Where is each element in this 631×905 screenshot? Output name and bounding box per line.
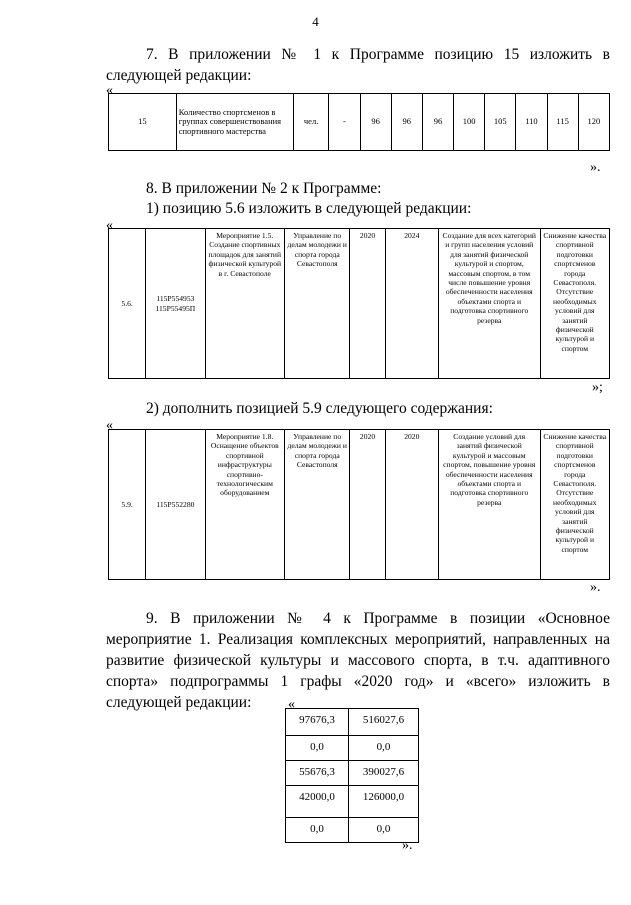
table-position-15 xyxy=(108,93,610,151)
table-row xyxy=(286,818,419,843)
cell-total: 126000,0 xyxy=(348,786,418,818)
table-row xyxy=(109,430,610,580)
cell-value: 100 xyxy=(454,94,485,151)
cell-2020: 0,0 xyxy=(286,818,349,843)
cell-start-year: 2020 xyxy=(350,430,385,580)
cell-code: 115Р552280 xyxy=(146,430,205,580)
cell-2020: 97676,3 xyxy=(286,709,349,736)
cell-2020: 0,0 xyxy=(286,736,349,761)
cell-value: 105 xyxy=(485,94,516,151)
table-row xyxy=(286,736,419,761)
item-8-2-text: 2) дополнить позицией 5.9 следующего содержания: xyxy=(146,400,493,417)
quote-close-1: ». xyxy=(590,160,601,175)
cell-number: 5.9. xyxy=(109,430,146,580)
cell-2020: 55676,3 xyxy=(286,761,349,786)
table-row xyxy=(286,709,419,736)
cell-event: Мероприятие 1.5. Создание спортивных площадок для занятий физической культурой в г. Севастополе xyxy=(205,229,284,379)
cell-indicator: Количество спортсменов в группах совершенствования спортивного мастерства xyxy=(176,94,293,151)
cell-value: 120 xyxy=(578,94,609,151)
cell-number: 15 xyxy=(109,94,177,151)
cell-goal: Создание условий для занятий физической культурой и массовым спортом, повышение уровня обеспеченности населения объектами спорта и подготовка спортивного резерва xyxy=(438,430,540,580)
quote-open-2: « xyxy=(106,218,113,233)
cell-value: - xyxy=(329,94,360,151)
cell-total: 0,0 xyxy=(348,818,418,843)
quote-open-1: « xyxy=(106,83,113,98)
cell-risk: Снижение качества спортивной подготовки спортсменов города Севастополя. Отсутствие необходимых условий для занятий физической культурой и спортом xyxy=(540,430,609,580)
cell-total: 0,0 xyxy=(348,736,418,761)
cell-value: 110 xyxy=(516,94,547,151)
cell-value: 96 xyxy=(391,94,422,151)
cell-end-year: 2024 xyxy=(385,229,438,379)
item-8-1-text: 1) позицию 5.6 изложить в следующей редакции: xyxy=(146,200,472,217)
cell-organization: Управление по делам молодежи и спорта города Севастополя xyxy=(285,430,350,580)
quote-open-3: « xyxy=(106,418,113,433)
cell-total: 390027,6 xyxy=(348,761,418,786)
cell-2020: 42000,0 xyxy=(286,786,349,818)
table-row xyxy=(286,761,419,786)
table-row xyxy=(286,786,419,818)
item-8-heading: 8. В приложении № 2 к Программе: xyxy=(146,180,382,197)
table-position-5-6 xyxy=(108,228,610,379)
cell-total: 516027,6 xyxy=(348,709,418,736)
item-9-paragraph: 9. В приложении № 4 к Программе в позиции «Основное мероприятие 1. Реализация комплексных мероприятий, направленных на развитие физической культуры и массового спорта, в т.ч. адаптивного спорта» подпрограммы 1 графы «2020 год» и «всего» изложить в следующей редакции: xyxy=(106,610,610,711)
item-7-paragraph: 7. В приложении № 1 к Программе позицию 15 изложить в следующей редакции: xyxy=(106,46,610,84)
cell-start-year: 2020 xyxy=(350,229,385,379)
cell-end-year: 2020 xyxy=(385,430,438,580)
table-funding xyxy=(285,708,419,843)
cell-value: 115 xyxy=(547,94,578,151)
quote-close-3: ». xyxy=(590,580,601,595)
page-number: 4 xyxy=(312,14,319,29)
cell-value: 96 xyxy=(422,94,453,151)
cell-goal: Создание для всех категорий и групп населения условий для занятий физической культурой и спортом, массовым спортом, в том числе повышение уровня обеспеченности населения объектами спорта и подготовка спортивного резерва xyxy=(438,229,540,379)
quote-close-4: ». xyxy=(402,838,413,853)
cell-event: Мероприятие 1.8. Оснащение объектов спортивной инфраструктуры спортивно-технологическим оборудованием xyxy=(205,430,284,580)
cell-code: 115Р554953 115Р55495П xyxy=(146,229,205,379)
cell-value: 96 xyxy=(360,94,391,151)
table-position-5-9 xyxy=(108,429,610,580)
cell-organization: Управление по делам молодежи и спорта города Севастополя xyxy=(285,229,350,379)
table-row xyxy=(109,229,610,379)
cell-number: 5.6. xyxy=(109,229,146,379)
quote-close-2: »; xyxy=(592,380,603,395)
cell-unit: чел. xyxy=(293,94,328,151)
quote-open-4: « xyxy=(288,697,295,712)
cell-risk: Снижение качества спортивной подготовки спортсменов города Севастополя. Отсутствие необходимых условий для занятий физической культурой и спортом xyxy=(540,229,609,379)
table-row xyxy=(109,94,610,151)
